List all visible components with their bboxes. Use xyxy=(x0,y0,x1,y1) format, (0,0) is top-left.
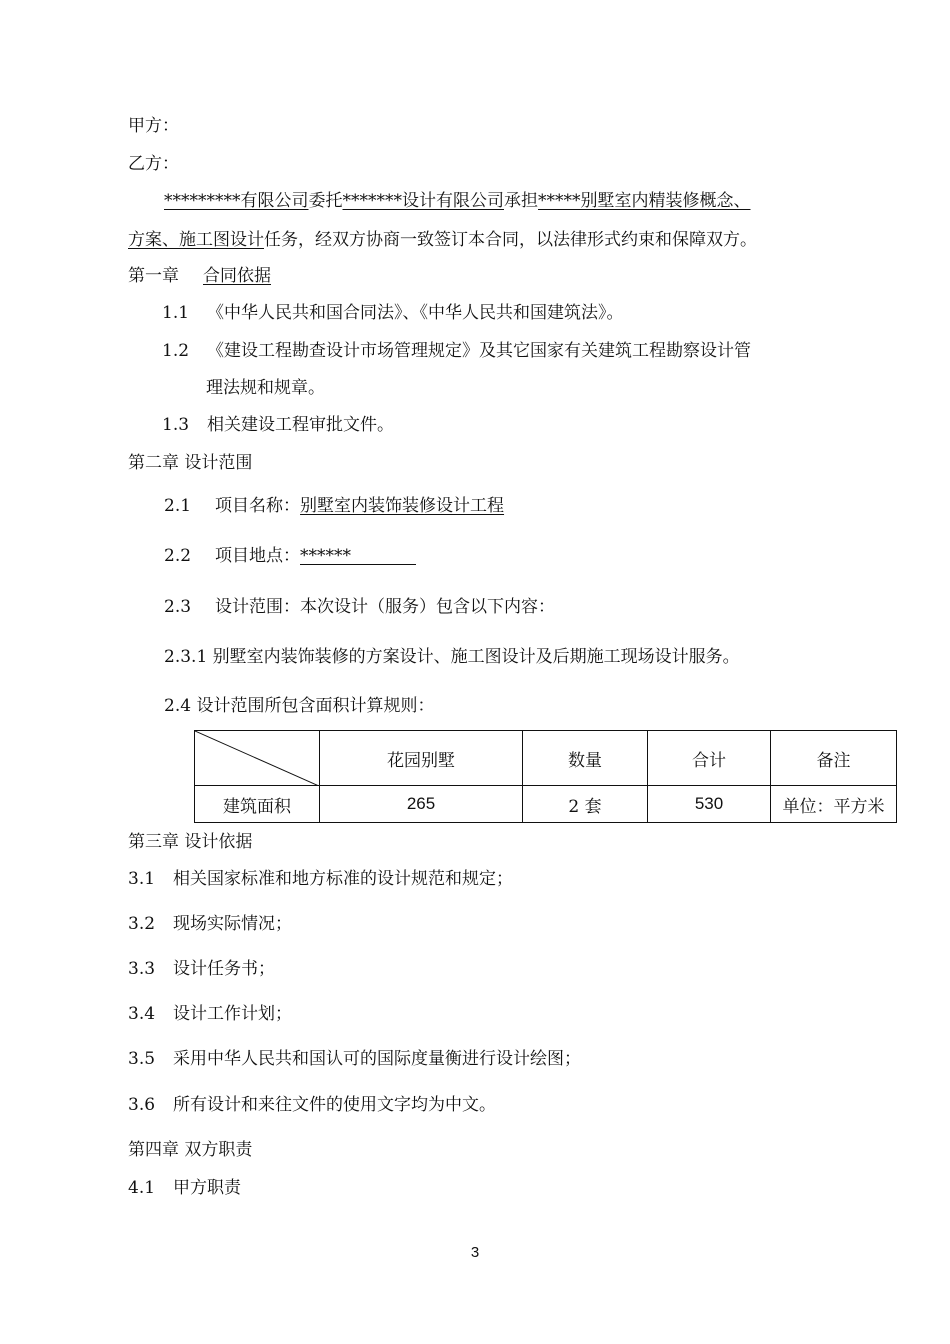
section-number: 3.5 xyxy=(128,1049,156,1069)
section-1-2 xyxy=(162,339,751,363)
intro-paragraph-line-1 xyxy=(164,189,751,213)
table-row xyxy=(195,786,897,823)
section-number: 4.1 xyxy=(128,1178,156,1198)
section-2-4: 2.4 设计范围所包含面积计算规则： xyxy=(164,696,435,716)
section-number: 3.6 xyxy=(128,1095,156,1115)
quantity-value: 2 套 xyxy=(523,786,648,823)
chapter-3-heading: 第三章 设计依据 xyxy=(128,832,253,852)
section-2-2 xyxy=(164,544,416,568)
project-location-text: ****** xyxy=(300,546,352,566)
section-text: 设计工作计划； xyxy=(173,1004,293,1024)
section-1-1 xyxy=(162,301,624,325)
design-scope: 方案、施工图设计 xyxy=(128,230,264,250)
section-number: 1.2 xyxy=(162,341,190,361)
table-header: 数量 xyxy=(523,731,648,786)
table-header: 合计 xyxy=(648,731,771,786)
intro-text: 委托 xyxy=(308,191,343,211)
section-text: 采用中华人民共和国认可的国际度量衡进行设计绘图； xyxy=(173,1049,582,1069)
section-text: 设计范围：本次设计（服务）包含以下内容： xyxy=(215,597,556,617)
page-number: 3 xyxy=(470,1244,480,1261)
project-location-value xyxy=(300,544,416,565)
client-company: *********有限公司 xyxy=(164,191,309,211)
area-value: 265 xyxy=(320,786,523,823)
diagonal-header-cell xyxy=(195,731,320,786)
section-text: 甲方职责 xyxy=(173,1178,242,1198)
note-value: 单位：平方米 xyxy=(771,786,897,823)
chapter-1-heading xyxy=(128,264,271,288)
table-header-row xyxy=(195,731,897,786)
section-3-2 xyxy=(128,912,292,936)
row-label: 建筑面积 xyxy=(195,786,320,823)
chapter-title: 合同依据 xyxy=(203,266,271,286)
chapter-2-heading: 第二章 设计范围 xyxy=(128,453,253,473)
section-number: 3.2 xyxy=(128,914,156,934)
section-3-3 xyxy=(128,957,275,981)
section-number: 2.1 xyxy=(164,496,192,516)
design-company: *******设计有限公司 xyxy=(342,191,504,211)
section-number: 2.3 xyxy=(164,597,192,617)
chapter-label: 第一章 xyxy=(128,266,179,286)
section-text: 设计任务书； xyxy=(173,959,276,979)
section-number: 1.1 xyxy=(162,303,190,323)
section-text: 相关国家标准和地方标准的设计规范和规定； xyxy=(173,869,514,889)
intro-paragraph-line-2 xyxy=(128,228,757,252)
project-name: *****别墅室内精装修概念、 xyxy=(538,191,751,211)
section-3-5 xyxy=(128,1047,581,1071)
section-3-6 xyxy=(128,1093,496,1117)
total-value: 530 xyxy=(648,786,771,823)
section-text: 现场实际情况； xyxy=(173,914,293,934)
section-number: 3.4 xyxy=(128,1004,156,1024)
section-number: 2.2 xyxy=(164,546,192,566)
section-text: 所有设计和来往文件的使用文字均为中文。 xyxy=(173,1095,497,1115)
section-text: 相关建设工程审批文件。 xyxy=(207,415,395,435)
field-label: 项目名称： xyxy=(215,496,301,516)
table-header: 备注 xyxy=(771,731,897,786)
section-text: 《中华人民共和国合同法》、《中华人民共和国建筑法》。 xyxy=(207,303,624,323)
section-text: 《建设工程勘查设计市场管理规定》及其它国家有关建筑工程勘察设计管 xyxy=(207,341,752,361)
section-3-4 xyxy=(128,1002,292,1026)
section-2-3-1: 2.3.1 别墅室内装饰装修的方案设计、施工图设计及后期施工现场设计服务。 xyxy=(164,647,740,667)
section-number: 3.1 xyxy=(128,869,156,889)
intro-text: 任务，经双方协商一致签订本合同，以法律形式约束和保障双方。 xyxy=(264,230,757,250)
section-1-2-continued: 理法规和规章。 xyxy=(206,378,325,398)
table-header: 花园别墅 xyxy=(320,731,523,786)
section-number: 3.3 xyxy=(128,959,156,979)
section-4-1 xyxy=(128,1176,241,1200)
project-name-value: 别墅室内装饰装修设计工程 xyxy=(300,496,505,516)
intro-text: 承担 xyxy=(504,191,538,211)
field-label: 项目地点： xyxy=(215,546,301,566)
diagonal-line xyxy=(195,731,319,786)
area-table xyxy=(194,730,897,823)
section-2-1 xyxy=(164,494,504,518)
section-2-3 xyxy=(164,595,555,619)
party-b-label: 乙方： xyxy=(128,154,179,174)
section-number: 1.3 xyxy=(162,415,190,435)
section-3-1 xyxy=(128,867,513,891)
party-a-label: 甲方： xyxy=(128,116,179,136)
chapter-4-heading: 第四章 双方职责 xyxy=(128,1140,253,1160)
section-1-3 xyxy=(162,413,394,437)
